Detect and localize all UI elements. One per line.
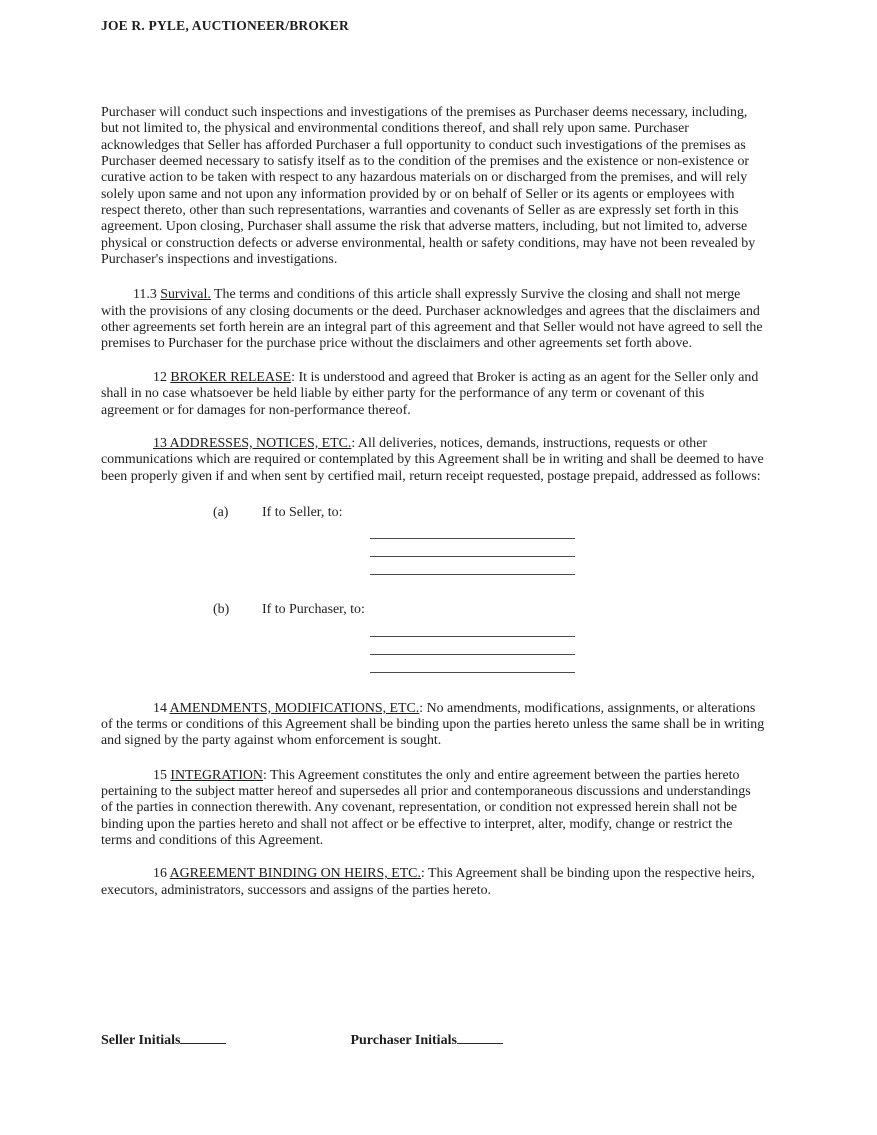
section-number: 11.3 <box>133 287 161 303</box>
fill-in-line <box>370 557 575 575</box>
seller-initials-line <box>180 1029 226 1044</box>
purchaser-initials-line <box>457 1029 503 1044</box>
notice-address-seller <box>213 505 765 575</box>
section-title: INTEGRATION <box>170 767 263 783</box>
document-header-title: JOE R. PYLE, AUCTIONEER/BROKER <box>101 18 349 33</box>
section-body: : No amendments, modifications, assignments, or alterations of the terms or conditions of this Agreement shall be binding upon the parties hereto unless the same shall be in writing and signed by the party against whom enforcement is sought. <box>101 700 765 749</box>
list-marker-b: (b) <box>213 602 230 618</box>
section-title: AMENDMENTS, MODIFICATIONS, ETC. <box>169 700 420 716</box>
address-heading-row <box>213 602 765 618</box>
section-body: : All deliveries, notices, demands, instructions, requests or other communications which are required or contemplated by this Agreement shall be in writing and shall be deemed to have been properly given if and when sent by certified mail, return receipt requested, postage prepaid, addressed as follows: <box>101 435 764 484</box>
section-amendments <box>101 701 765 750</box>
section-number: 12 <box>153 369 171 385</box>
list-marker-a: (a) <box>213 504 229 520</box>
fill-in-line <box>370 655 575 673</box>
address-heading-seller: If to Seller, to: <box>262 504 343 520</box>
fill-in-line <box>370 521 575 539</box>
section-body: : This Agreement shall be binding upon the respective heirs, executors, administrators, successors and assigns of the parties hereto. <box>101 866 755 898</box>
address-heading-purchaser: If to Purchaser, to: <box>262 602 365 618</box>
address-heading-row <box>213 505 765 521</box>
fill-in-line <box>370 539 575 557</box>
section-title: BROKER RELEASE <box>170 369 292 385</box>
section-addresses-notices <box>101 436 765 485</box>
section-number: 15 <box>153 767 171 783</box>
section-broker-release <box>101 370 765 419</box>
paragraph-inspections: Purchaser will conduct such inspections and investigations of the premises as Purchaser deems necessary, including, but not limited to, the physical and environmental conditions thereof, and shall rely upon same. Purchaser acknowledges that Seller has afforded Purchaser a full opportunity to conduct such investigations of the premises as Purchaser deemed necessary to satisfy itself as to the condition of the premises and the existence or non-existence or curative action to be taken with respect to any hazardous materials on or discharged from the premises, and will rely solely upon same and not upon any information provided by or on behalf of Seller or its agents or employees with respect thereto, other than such representations, warranties and covenants of Seller as are expressly set forth in this agreement. Upon closing, Purchaser shall assume the risk that adverse matters, including, but not limited to, adverse physical or construction defects or adverse environmental, health or safety conditions, may have not been revealed by Purchaser's inspections and investigations. <box>101 105 756 268</box>
section-body: : This Agreement constitutes the only and entire agreement between the parties hereto pertaining to the subject matter hereof and supersedes all prior and contemporaneous discussions and understandings of the parties in connection therewith. Any covenant, representation, or condition not expressed herein shall not be binding upon the parties hereto and shall not affect or be effective to interpret, alter, modify, change or restrict the terms and conditions of this Agreement. <box>101 767 751 848</box>
section-integration <box>101 768 765 850</box>
purchaser-initials-label: Purchaser Initials <box>350 1033 457 1048</box>
section-body: : It is understood and agreed that Broker is acting as an agent for the Seller only and shall in no case whatsoever be held liable by either party for the performance of any term or covenant of this agreement or for damages for non-performance thereof. <box>101 369 759 418</box>
section-body: The terms and conditions of this article shall expressly Survive the closing and shall not merge with the provisions of any closing documents or the deed. Purchaser acknowledges and agrees that the disclaimers and other agreements set forth herein are an integral part of this agreement and that Seller would not have agreed to sell the premises to Purchaser for the purchase price without the disclaimers and other agreements set forth above. <box>101 287 763 352</box>
fill-in-line <box>370 637 575 655</box>
section-number: 14 <box>153 700 170 716</box>
section-title: 13 ADDRESSES, NOTICES, ETC. <box>153 435 352 451</box>
notice-address-purchaser <box>213 602 765 672</box>
section-number: 16 <box>153 866 170 882</box>
fill-in-line <box>370 619 575 637</box>
section-title: AGREEMENT BINDING ON HEIRS, ETC. <box>169 866 421 882</box>
initials-footer <box>101 1029 503 1049</box>
section-title: Survival. <box>160 287 211 303</box>
seller-initials-label: Seller Initials <box>101 1033 181 1048</box>
section-survival <box>101 287 765 352</box>
section-binding-on-heirs <box>101 866 765 899</box>
